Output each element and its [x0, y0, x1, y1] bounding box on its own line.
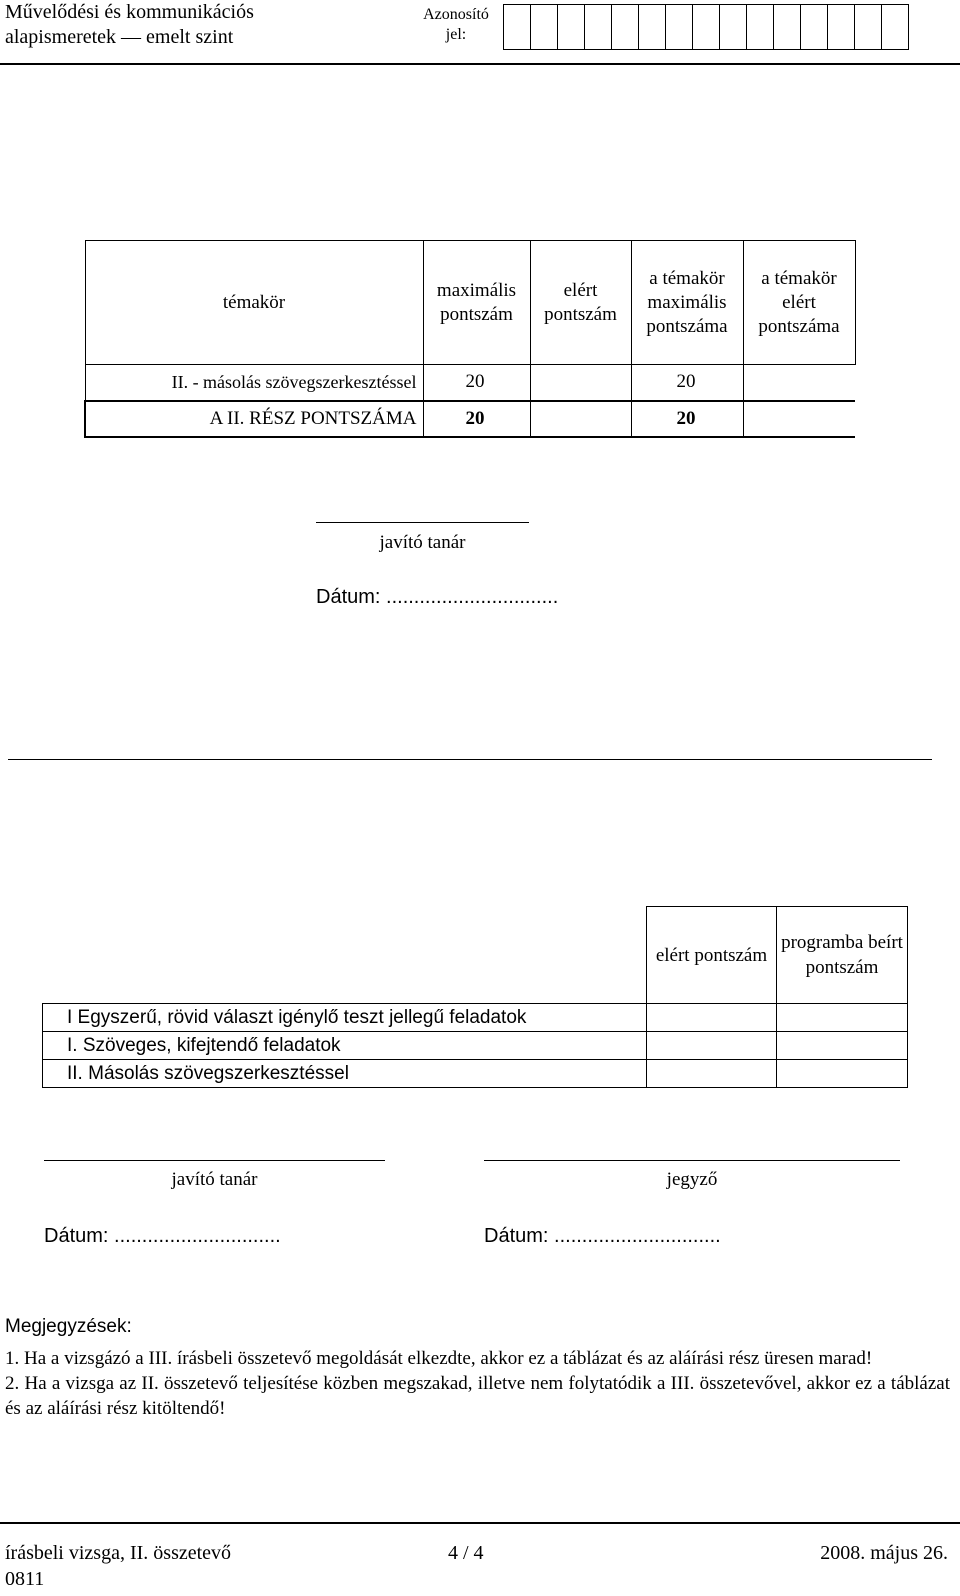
- id-digit-box[interactable]: [611, 4, 639, 50]
- id-label-line-1: Azonosító: [423, 6, 489, 23]
- id-boxes: [504, 4, 909, 50]
- signature-line-right: [484, 1160, 900, 1161]
- row-label: II. Másolás szövegszerkesztéssel: [43, 1060, 647, 1088]
- row-total-topic-max: 20: [631, 401, 743, 437]
- title-line-1: Művelődési és kommunikációs: [5, 1, 254, 23]
- row-entered-cell[interactable]: [777, 1060, 908, 1088]
- col-header-topic-max: a témakör maximális pontszáma: [631, 241, 743, 365]
- footer-exam: írásbeli vizsga, II. összetevő: [5, 1542, 232, 1564]
- notes-title: Megjegyzések:: [5, 1316, 132, 1337]
- footer-rule: [0, 1522, 960, 1524]
- note-item: 2. Ha a vizsga az II. összetevő teljesítése közben megszakad, illetve nem folytatódik a III. összetevővel, akkor ez a táblázat és az aláírási rész kitöltendő!: [5, 1373, 950, 1419]
- table-row: [43, 1032, 908, 1060]
- col-header-max: maximális pontszám: [423, 241, 530, 365]
- id-digit-box[interactable]: [665, 4, 693, 50]
- row-topic-reached: [743, 365, 855, 401]
- signature-date-right: Dátum: ..............................: [484, 1225, 721, 1247]
- id-digit-box[interactable]: [719, 4, 747, 50]
- id-digit-box[interactable]: [800, 4, 828, 50]
- col-header-reached: elért pontszám: [530, 241, 631, 365]
- footer-left: [5, 1540, 231, 1592]
- note-item: 1. Ha a vizsgázó a III. írásbeli összetevő megoldását elkezdte, akkor ez a táblázat és az aláírási rész üresen marad!: [5, 1348, 873, 1369]
- id-digit-box[interactable]: [584, 4, 612, 50]
- table-row: [43, 1060, 908, 1088]
- header-rule: [0, 63, 960, 65]
- id-digit-box[interactable]: [557, 4, 585, 50]
- signature-line: [316, 522, 529, 523]
- score-table-part2: [84, 240, 856, 438]
- id-digit-box[interactable]: [638, 4, 666, 50]
- id-digit-box[interactable]: [503, 4, 531, 50]
- table-row: [85, 401, 855, 437]
- signature-role-right: jegyző: [666, 1169, 718, 1190]
- col-header-topic: témakör: [85, 241, 423, 365]
- row-max: 20: [423, 365, 530, 401]
- row-total-reached[interactable]: [530, 401, 631, 437]
- row-entered-cell[interactable]: [777, 1032, 908, 1060]
- row-reached[interactable]: [530, 365, 631, 401]
- id-digit-box[interactable]: [827, 4, 855, 50]
- signature-date-left: Dátum: ..............................: [44, 1225, 281, 1247]
- empty-header-cell: [43, 907, 647, 1004]
- row-topic-max: 20: [631, 365, 743, 401]
- signature-role-left: javító tanár: [171, 1169, 258, 1190]
- id-digit-box[interactable]: [530, 4, 558, 50]
- row-label: I Egyszerű, rövid választ igénylő teszt jellegű feladatok: [43, 1004, 647, 1032]
- row-total-topic: A II. RÉSZ PONTSZÁMA: [85, 401, 423, 437]
- col-header-topic-reached: a témakör elért pontszáma: [743, 241, 855, 365]
- row-total-max: 20: [423, 401, 530, 437]
- row-label: I. Szöveges, kifejtendő feladatok: [43, 1032, 647, 1060]
- footer-date: 2008. május 26.: [820, 1542, 948, 1564]
- signature-line-left: [44, 1160, 385, 1161]
- title-line-2: alapismeretek — emelt szint: [5, 26, 234, 48]
- section-divider: [8, 759, 932, 760]
- signature-role: javító tanár: [379, 532, 466, 553]
- id-digit-box[interactable]: [854, 4, 882, 50]
- row-reached-cell[interactable]: [647, 1032, 777, 1060]
- id-label: [416, 5, 496, 45]
- col-header-entered: programba beírt pontszám: [777, 907, 908, 1004]
- row-entered-cell[interactable]: [777, 1004, 908, 1032]
- row-total-topic-reached: [743, 401, 855, 437]
- signature-date: Dátum: ...............................: [316, 586, 559, 608]
- id-label-line-2: jel:: [445, 26, 467, 43]
- table-row: [85, 365, 855, 401]
- id-digit-box[interactable]: [773, 4, 801, 50]
- id-digit-box[interactable]: [746, 4, 774, 50]
- footer-code: 0811: [5, 1568, 45, 1590]
- summary-score-table: [42, 906, 908, 1088]
- table-row: [43, 1004, 908, 1032]
- row-reached-cell[interactable]: [647, 1060, 777, 1088]
- id-digit-box[interactable]: [692, 4, 720, 50]
- col-header-reached: elért pontszám: [647, 907, 777, 1004]
- document-title: [5, 0, 254, 50]
- footer-page: 4 / 4: [448, 1542, 484, 1564]
- row-reached-cell[interactable]: [647, 1004, 777, 1032]
- row-topic: II. - másolás szövegszerkesztéssel: [85, 365, 423, 401]
- notes-section: [5, 1314, 950, 1421]
- id-digit-box[interactable]: [881, 4, 909, 50]
